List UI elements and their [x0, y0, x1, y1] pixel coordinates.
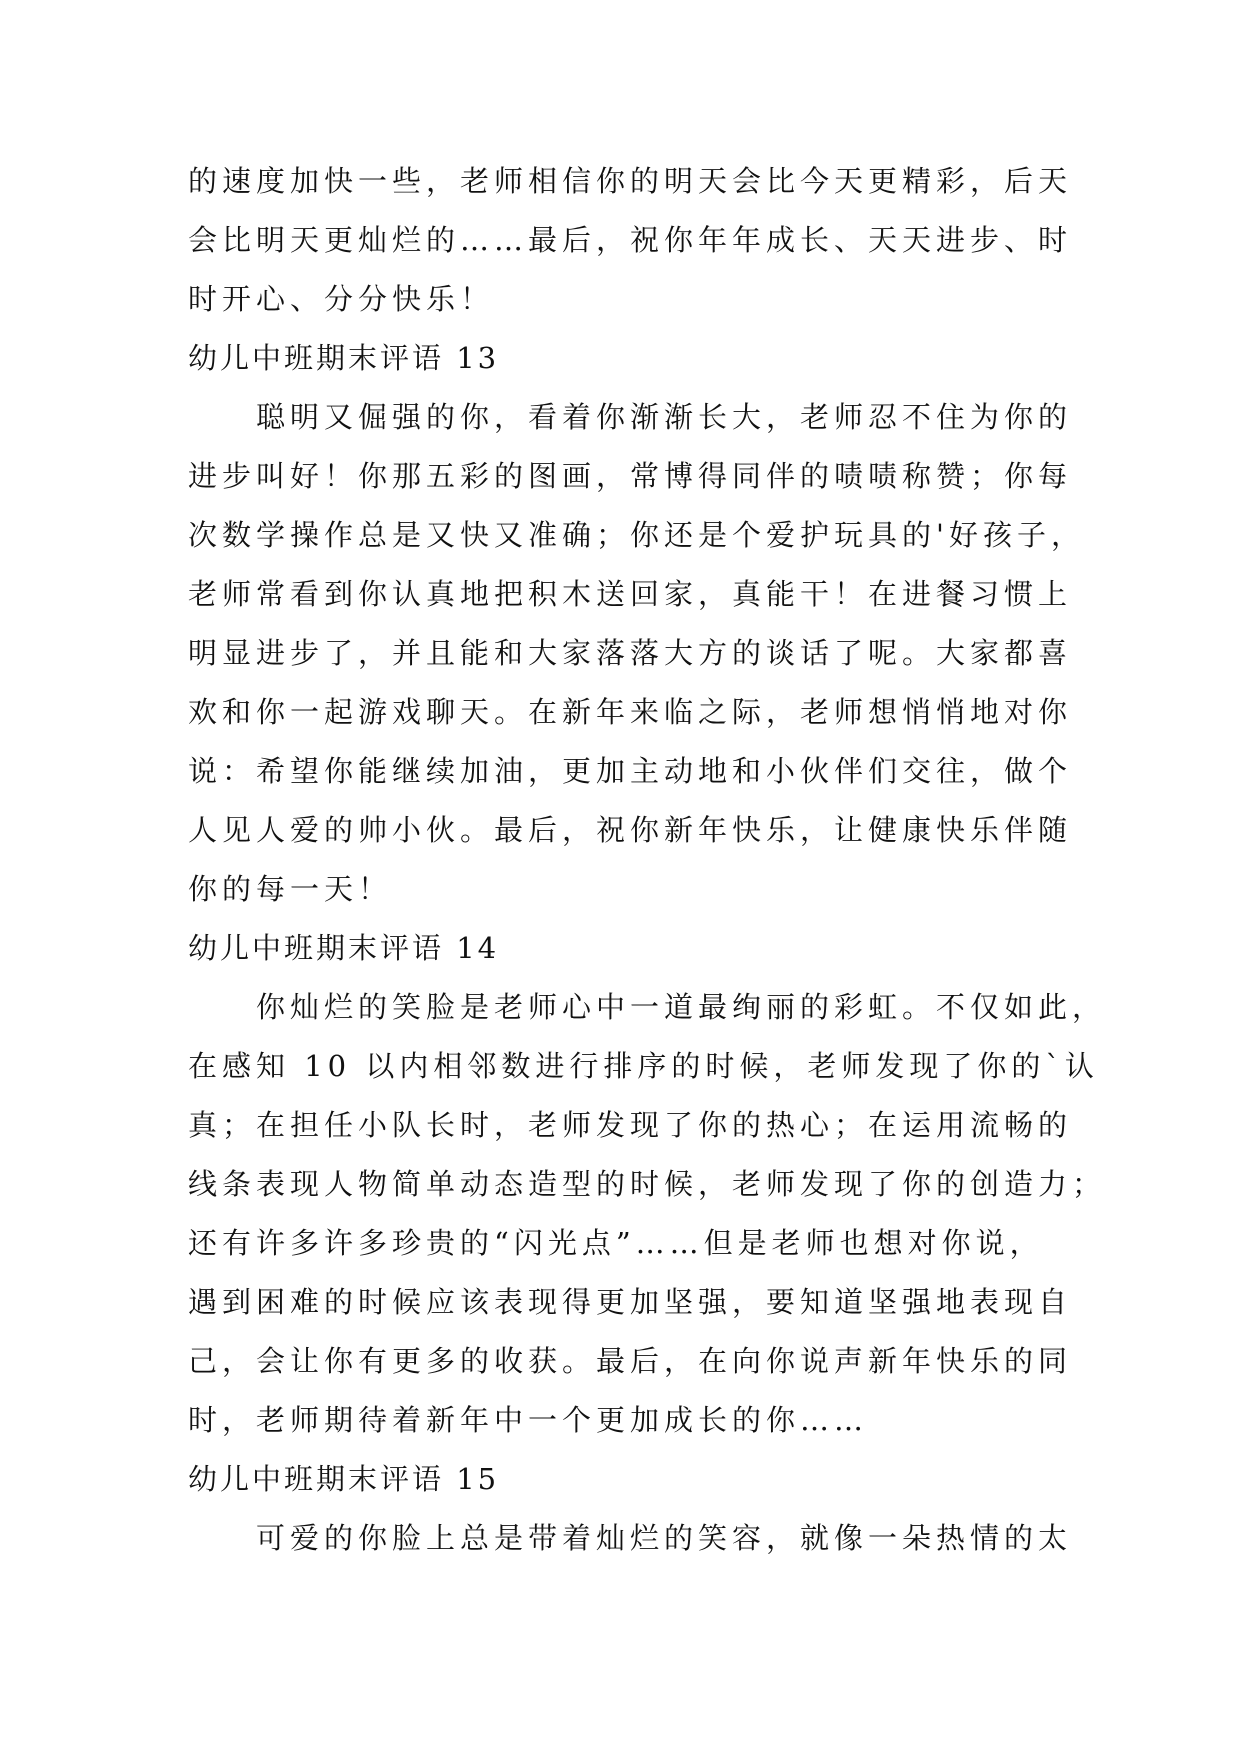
paragraph-line: 真；在担任小队长时，老师发现了你的热心；在运用流畅的	[188, 1108, 1073, 1142]
paragraph-line: 还有许多许多珍贵的“闪光点”……但是老师也想对你说，	[188, 1226, 1044, 1260]
paragraph-line: 次数学操作总是又快又准确；你还是个爱护玩具的'好孩子，	[188, 518, 1085, 552]
document-body	[188, 152, 1107, 1568]
paragraph-line: 己，会让你有更多的收获。最后，在向你说声新年快乐的同	[188, 1344, 1073, 1378]
paragraph-line: 线条表现人物简单动态造型的时候，老师发现了你的创造力；	[188, 1167, 1107, 1201]
paragraph-line: 你的每一天！	[188, 872, 393, 906]
paragraph-line: 人见人爱的帅小伙。最后，祝你新年快乐，让健康快乐伴随	[188, 813, 1073, 847]
paragraph-line: 时，老师期待着新年中一个更加成长的你……	[188, 1403, 869, 1437]
section-heading: 幼儿中班期末评语 15	[188, 1462, 500, 1496]
section-heading: 幼儿中班期末评语 13	[188, 341, 500, 375]
paragraph-line: 在感知 10 以内相邻数进行排序的时候，老师发现了你的`认	[188, 1049, 1099, 1083]
paragraph-line: 会比明天更灿烂的……最后，祝你年年成长、天天进步、时	[188, 223, 1073, 257]
paragraph-line: 进步叫好！你那五彩的图画，常博得同伴的啧啧称赞；你每	[188, 459, 1073, 493]
paragraph-line: 老师常看到你认真地把积木送回家，真能干！在进餐习惯上	[188, 577, 1073, 611]
section-heading: 幼儿中班期末评语 14	[188, 931, 500, 965]
paragraph-line: 时开心、分分快乐！	[188, 282, 495, 316]
paragraph-line: 可爱的你脸上总是带着灿烂的笑容，就像一朵热情的太	[256, 1521, 1073, 1555]
paragraph-line: 你灿烂的笑脸是老师心中一道最绚丽的彩虹。不仅如此，	[256, 990, 1107, 1024]
paragraph-line: 明显进步了，并且能和大家落落大方的谈话了呢。大家都喜	[188, 636, 1073, 670]
paragraph-line: 聪明又倔强的你，看着你渐渐长大，老师忍不住为你的	[256, 400, 1073, 434]
paragraph-line: 欢和你一起游戏聊天。在新年来临之际，老师想悄悄地对你	[188, 695, 1073, 729]
paragraph-line: 说：希望你能继续加油，更加主动地和小伙伴们交往，做个	[188, 754, 1073, 788]
paragraph-line: 遇到困难的时候应该表现得更加坚强，要知道坚强地表现自	[188, 1285, 1073, 1319]
paragraph-line: 的速度加快一些，老师相信你的明天会比今天更精彩，后天	[188, 164, 1073, 198]
